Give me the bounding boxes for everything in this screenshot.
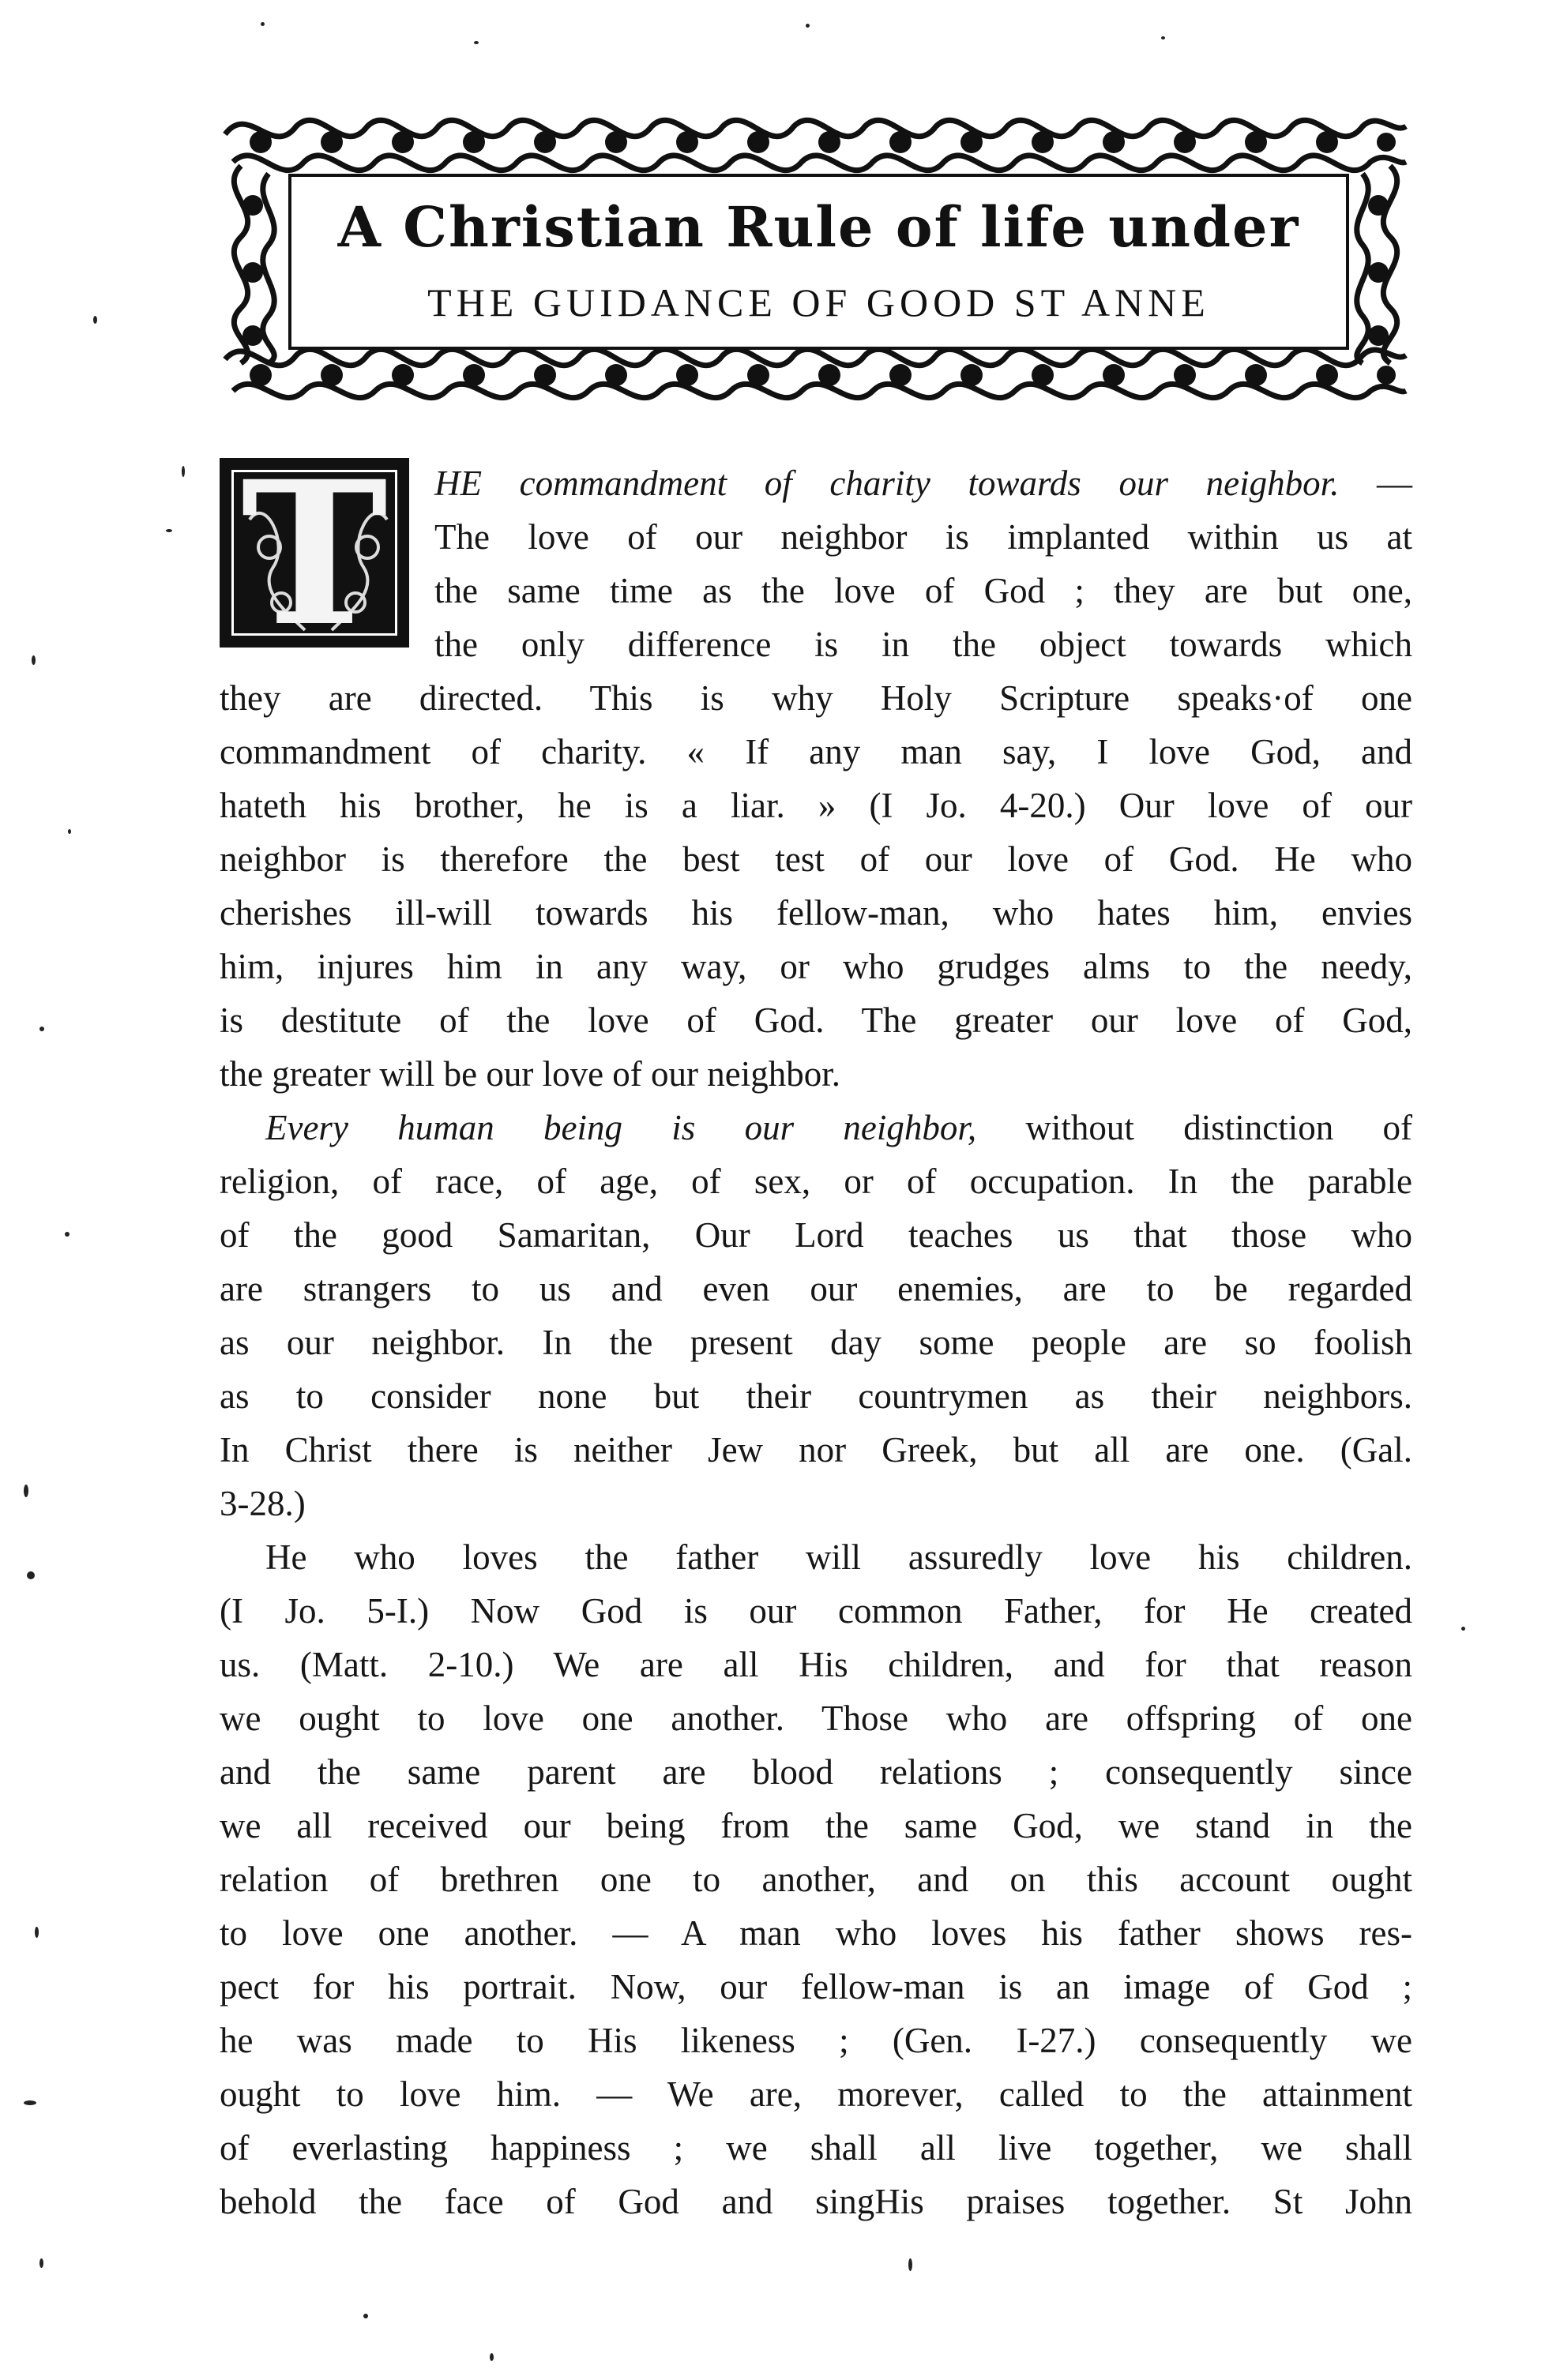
text-line: cherishes ill-will towards his fellow-man, who hates him, envies [220, 893, 1412, 933]
text-line: The love of our neighbor is implanted within us at [434, 517, 1412, 557]
text-line: of the good Samaritan, Our Lord teaches us that those who [220, 1215, 1412, 1255]
speck [806, 24, 810, 28]
speck [32, 655, 36, 665]
text-line: as our neighbor. In the present day some people are so foolish [220, 1323, 1412, 1362]
ornamental-drop-cap [220, 458, 409, 648]
text-line: pect for his portrait. Now, our fellow-man is an image of God ; [220, 1967, 1412, 2006]
speck [261, 22, 265, 26]
text-line: and the same parent are blood relations ; consequently since [220, 1752, 1412, 1792]
text-line: is destitute of the love of God. The greater our love of God, [220, 1000, 1412, 1040]
speck [93, 316, 97, 324]
text-line: are strangers to us and even our enemies, are to be regarded [220, 1269, 1412, 1308]
text-line: as to consider none but their countrymen as their neighbors. [220, 1376, 1412, 1416]
text-line: us. (Matt. 2-10.) We are all His children, and for that reason [220, 1645, 1412, 1684]
speck [166, 529, 172, 532]
text-line: ought to love him. — We are, morever, called to the attainment [220, 2074, 1412, 2114]
speck [39, 1027, 44, 1031]
speck [1461, 1627, 1465, 1631]
text-line: behold the face of God and singHis praises together. St John [220, 2182, 1412, 2221]
speck [908, 2258, 912, 2271]
text-line: commandment of charity. « If any man say, I love God, and [220, 732, 1412, 771]
header-ornamental-frame [217, 103, 1414, 419]
text-line: (I Jo. 5-I.) Now God is our common Father, for He created [220, 1591, 1412, 1631]
speck [65, 1232, 70, 1237]
lead-rest: without distinction of [976, 1108, 1412, 1147]
text-line: In Christ there is neither Jew nor Greek, but all are one. (Gal. [220, 1430, 1412, 1470]
header-subtitle: THE GUIDANCE OF GOOD ST ANNE [427, 280, 1210, 325]
text-line: neighbor is therefore the best test of our love of God. He who [220, 839, 1412, 879]
heading-dash: — [1339, 464, 1412, 503]
speck [68, 829, 71, 834]
text-line: we ought to love one another. Those who are offspring of one [220, 1699, 1412, 1738]
speck [363, 2314, 368, 2318]
speck [24, 2100, 36, 2105]
text-line: the only difference is in the object towards which [434, 625, 1412, 664]
speck [490, 2353, 494, 2361]
text-line [220, 1101, 1412, 1154]
text-line: of everlasting happiness ; we shall all live together, we shall [220, 2128, 1412, 2168]
text-line: they are directed. This is why Holy Scripture speaks·of one [220, 678, 1412, 718]
paragraph-1-opening [434, 456, 1412, 671]
text-line: He who loves the father will assuredly love his children. [265, 1537, 1412, 1577]
drop-cap-letter: T [240, 470, 389, 636]
text-line: 3-28.) [220, 1484, 306, 1523]
text-line: to love one another. — A man who loves his father shows res- [220, 1913, 1412, 1953]
speck [39, 2258, 43, 2268]
drop-cap-frame [231, 470, 397, 636]
header-title: A Christian Rule of life under [337, 194, 1300, 260]
text-line [434, 456, 1412, 510]
speck [24, 1485, 28, 1497]
speck [474, 41, 479, 44]
text-line: we all received our being from the same God, we stand in the [220, 1806, 1412, 1845]
text-line: hateth his brother, he is a liar. » (I Jo. 4-20.) Our love of our [220, 786, 1412, 825]
speck [35, 1927, 39, 1938]
paragraph-2 [220, 1101, 1412, 1530]
text-line: relation of brethren one to another, and on this account ought [220, 1860, 1412, 1899]
text-line: the same time as the love of God ; they are but one, [434, 571, 1412, 610]
italic-heading: HE commandment of charity towards our neighbor. [434, 464, 1340, 503]
speck [182, 466, 185, 477]
speck [27, 1571, 35, 1579]
text-line: the greater will be our love of our neighbor. [220, 1054, 841, 1094]
paragraph-1-body [220, 671, 1412, 1101]
speck [1161, 36, 1165, 39]
header-title-box [288, 174, 1349, 350]
paragraph-3 [220, 1530, 1412, 2228]
text-line: him, injures him in any way, or who grudges alms to the needy, [220, 947, 1412, 986]
text-line: he was made to His likeness ; (Gen. I-27.) consequently we [220, 2021, 1412, 2060]
italic-lead: Every human being is our neighbor, [265, 1108, 977, 1147]
text-line: religion, of race, of age, of sex, or of occupation. In the parable [220, 1162, 1412, 1201]
